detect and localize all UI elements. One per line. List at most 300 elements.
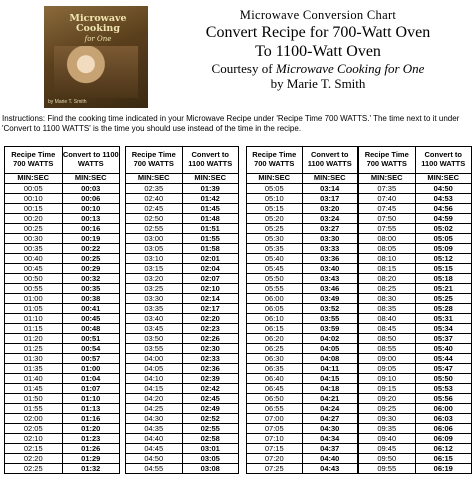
converted-time-cell: 00:57: [62, 354, 120, 364]
converted-time-cell: 05:09: [415, 244, 472, 254]
recipe-time-cell: 04:45: [126, 444, 183, 454]
converted-time-cell: 01:16: [62, 414, 120, 424]
table-row: [5, 294, 120, 304]
table-unit-row: [359, 174, 472, 184]
table-header-row: [126, 147, 239, 174]
recipe-time-cell: 05:40: [247, 254, 303, 264]
converted-time-cell: 05:02: [415, 224, 472, 234]
recipe-time-cell: 09:35: [359, 424, 416, 434]
table-row: [247, 444, 358, 454]
table-row: [359, 454, 472, 464]
converted-time-cell: 04:24: [302, 404, 358, 414]
converted-time-cell: 05:25: [415, 294, 472, 304]
converted-time-cell: 02:10: [182, 284, 239, 294]
recipe-time-cell: 06:15: [247, 324, 303, 334]
table-row: [126, 274, 239, 284]
table-row: [5, 214, 120, 224]
table-row: [247, 404, 358, 414]
converted-time-cell: 01:20: [62, 424, 120, 434]
table-row: [5, 334, 120, 344]
converted-time-cell: 06:09: [415, 434, 472, 444]
table-row: [126, 464, 239, 474]
converted-time-cell: 00:19: [62, 234, 120, 244]
converted-time-cell: 02:07: [182, 274, 239, 284]
converted-time-cell: 02:52: [182, 414, 239, 424]
converted-time-cell: 00:29: [62, 264, 120, 274]
recipe-time-cell: 07:20: [247, 454, 303, 464]
table-row: [126, 424, 239, 434]
converted-time-cell: 04:50: [415, 184, 472, 194]
table-row: [247, 194, 358, 204]
table-row: [247, 364, 358, 374]
recipe-time-cell: 04:35: [126, 424, 183, 434]
recipe-time-cell: 03:45: [126, 324, 183, 334]
converted-time-cell: 05:37: [415, 334, 472, 344]
table-row: [126, 454, 239, 464]
table-row: [126, 214, 239, 224]
table-row: [126, 244, 239, 254]
recipe-time-cell: 01:50: [5, 394, 63, 404]
table-row: [126, 354, 239, 364]
recipe-time-cell: 05:30: [247, 234, 303, 244]
converted-time-cell: 03:30: [302, 234, 358, 244]
table-row: [359, 224, 472, 234]
table-row: [247, 244, 358, 254]
table-row: [247, 464, 358, 474]
target-oven-line: To 1100-Watt Oven: [255, 43, 381, 60]
table-row: [5, 254, 120, 264]
table-row: [359, 374, 472, 384]
table-row: [126, 434, 239, 444]
table-row: [126, 394, 239, 404]
table-header-row: [5, 147, 120, 174]
convert-time-header: Convert to 1100 WATTS: [62, 147, 120, 174]
recipe-time-cell: 05:55: [247, 284, 303, 294]
converted-time-cell: 02:49: [182, 404, 239, 414]
recipe-time-cell: 05:45: [247, 264, 303, 274]
recipe-time-header: Recipe Time 700 WATTS: [126, 147, 183, 174]
table-unit-row: [5, 174, 120, 184]
converted-time-cell: 03:59: [302, 324, 358, 334]
table-row: [126, 324, 239, 334]
converted-time-cell: 05:34: [415, 324, 472, 334]
converted-time-cell: 02:42: [182, 384, 239, 394]
recipe-time-cell: 01:20: [5, 334, 63, 344]
table-row: [5, 274, 120, 284]
table-row: [359, 184, 472, 194]
recipe-time-cell: 00:45: [5, 264, 63, 274]
recipe-time-cell: 06:45: [247, 384, 303, 394]
table-row: [5, 444, 120, 454]
table-header-row: [359, 147, 472, 174]
unit-label: MIN:SEC: [182, 174, 239, 184]
courtesy-book: Microwave Cooking for One: [275, 61, 425, 76]
recipe-time-cell: 08:55: [359, 344, 416, 354]
table-row: [247, 274, 358, 284]
converted-time-cell: 02:04: [182, 264, 239, 274]
converted-time-cell: 00:25: [62, 254, 120, 264]
converted-time-cell: 00:45: [62, 314, 120, 324]
table-row: [5, 464, 120, 474]
converted-time-cell: 05:28: [415, 304, 472, 314]
recipe-time-cell: 01:05: [5, 304, 63, 314]
recipe-time-cell: 02:50: [126, 214, 183, 224]
recipe-time-cell: 08:05: [359, 244, 416, 254]
table-row: [247, 354, 358, 364]
converted-time-cell: 01:26: [62, 444, 120, 454]
table-row: [126, 234, 239, 244]
unit-label: MIN:SEC: [5, 174, 63, 184]
converted-time-cell: 03:40: [302, 264, 358, 274]
conversion-table-2: [125, 146, 239, 474]
converted-time-cell: 06:06: [415, 424, 472, 434]
recipe-time-cell: 00:05: [5, 184, 63, 194]
table-row: [359, 204, 472, 214]
recipe-time-cell: 07:25: [247, 464, 303, 474]
table-row: [126, 184, 239, 194]
recipe-time-cell: 02:45: [126, 204, 183, 214]
converted-time-cell: 05:21: [415, 284, 472, 294]
converted-time-cell: 01:45: [182, 204, 239, 214]
cover-photo: [54, 46, 138, 98]
table-unit-row: [247, 174, 358, 184]
recipe-time-cell: 08:45: [359, 324, 416, 334]
table-row: [5, 374, 120, 384]
converted-time-cell: 03:43: [302, 274, 358, 284]
converted-time-cell: 03:46: [302, 284, 358, 294]
converted-time-cell: 04:30: [302, 424, 358, 434]
converted-time-cell: 03:49: [302, 294, 358, 304]
table-row: [247, 394, 358, 404]
recipe-time-cell: 00:35: [5, 244, 63, 254]
table-row: [126, 284, 239, 294]
table-row: [359, 394, 472, 404]
table-row: [5, 354, 120, 364]
converted-time-cell: 01:48: [182, 214, 239, 224]
converted-time-cell: 03:14: [302, 184, 358, 194]
table-row: [5, 344, 120, 354]
book-cover-image: [44, 6, 148, 108]
table-row: [247, 234, 358, 244]
convert-line: Convert Recipe for 700-Watt Oven: [205, 24, 431, 41]
recipe-time-cell: 01:10: [5, 314, 63, 324]
recipe-time-cell: 08:40: [359, 314, 416, 324]
table-row: [359, 384, 472, 394]
recipe-time-cell: 04:50: [126, 454, 183, 464]
convert-time-header: Convert to 1100 WATTS: [415, 147, 472, 174]
recipe-time-cell: 08:00: [359, 234, 416, 244]
converted-time-cell: 00:03: [62, 184, 120, 194]
recipe-time-cell: 00:50: [5, 274, 63, 284]
recipe-time-cell: 02:05: [5, 424, 63, 434]
converted-time-cell: 03:20: [302, 204, 358, 214]
converted-time-cell: 00:48: [62, 324, 120, 334]
table-unit-row: [126, 174, 239, 184]
converted-time-cell: 02:20: [182, 314, 239, 324]
converted-time-cell: 04:05: [302, 344, 358, 354]
converted-time-cell: 00:06: [62, 194, 120, 204]
cover-author: by Marie T. Smith: [48, 99, 87, 105]
recipe-time-cell: 03:35: [126, 304, 183, 314]
converted-time-cell: 03:08: [182, 464, 239, 474]
table-row: [359, 344, 472, 354]
recipe-time-cell: 03:10: [126, 254, 183, 264]
recipe-time-cell: 08:30: [359, 294, 416, 304]
recipe-time-cell: 09:40: [359, 434, 416, 444]
recipe-time-cell: 07:50: [359, 214, 416, 224]
table-row: [247, 454, 358, 464]
recipe-time-cell: 09:55: [359, 464, 416, 474]
recipe-time-cell: 02:25: [5, 464, 63, 474]
recipe-time-cell: 01:35: [5, 364, 63, 374]
table-row: [5, 264, 120, 274]
converted-time-cell: 04:37: [302, 444, 358, 454]
recipe-time-cell: 04:15: [126, 384, 183, 394]
table-row: [5, 284, 120, 294]
converted-time-cell: 03:05: [182, 454, 239, 464]
recipe-time-cell: 04:40: [126, 434, 183, 444]
converted-time-cell: 05:47: [415, 364, 472, 374]
table-row: [359, 284, 472, 294]
recipe-time-cell: 06:20: [247, 334, 303, 344]
table-row: [5, 244, 120, 254]
converted-time-cell: 06:03: [415, 414, 472, 424]
table-row: [5, 404, 120, 414]
recipe-time-cell: 07:15: [247, 444, 303, 454]
converted-time-cell: 03:27: [302, 224, 358, 234]
converted-time-cell: 01:58: [182, 244, 239, 254]
conversion-table-4: [358, 146, 472, 474]
converted-time-cell: 01:42: [182, 194, 239, 204]
table-row: [359, 244, 472, 254]
recipe-time-cell: 02:00: [5, 414, 63, 424]
recipe-time-cell: 09:00: [359, 354, 416, 364]
cover-subtitle: for One: [84, 35, 112, 43]
converted-time-cell: 02:36: [182, 364, 239, 374]
table-row: [126, 314, 239, 324]
convert-time-header: Convert to 1100 WATTS: [302, 147, 358, 174]
table-row: [5, 194, 120, 204]
table-row: [359, 444, 472, 454]
table-row: [126, 444, 239, 454]
recipe-time-cell: 04:30: [126, 414, 183, 424]
recipe-time-cell: 00:25: [5, 224, 63, 234]
table-row: [247, 424, 358, 434]
converted-time-cell: 04:53: [415, 194, 472, 204]
converted-time-cell: 00:16: [62, 224, 120, 234]
recipe-time-cell: 06:40: [247, 374, 303, 384]
recipe-time-cell: 09:50: [359, 454, 416, 464]
converted-time-cell: 00:54: [62, 344, 120, 354]
chart-title: Microwave Conversion Chart: [239, 8, 397, 22]
recipe-time-cell: 06:05: [247, 304, 303, 314]
recipe-time-cell: 07:45: [359, 204, 416, 214]
converted-time-cell: 01:04: [62, 374, 120, 384]
table-row: [247, 254, 358, 264]
recipe-time-cell: 04:25: [126, 404, 183, 414]
converted-time-cell: 01:13: [62, 404, 120, 414]
recipe-time-cell: 01:25: [5, 344, 63, 354]
converted-time-cell: 06:15: [415, 454, 472, 464]
recipe-time-cell: 06:00: [247, 294, 303, 304]
recipe-time-cell: 09:30: [359, 414, 416, 424]
table-row: [359, 464, 472, 474]
table-row: [5, 414, 120, 424]
converted-time-cell: 04:56: [415, 204, 472, 214]
converted-time-cell: 05:18: [415, 274, 472, 284]
table-row: [359, 234, 472, 244]
table-row: [247, 374, 358, 384]
recipe-time-cell: 04:55: [126, 464, 183, 474]
table-row: [126, 374, 239, 384]
recipe-time-cell: 00:40: [5, 254, 63, 264]
recipe-time-cell: 05:15: [247, 204, 303, 214]
converted-time-cell: 03:36: [302, 254, 358, 264]
table-row: [359, 404, 472, 414]
recipe-time-cell: 02:40: [126, 194, 183, 204]
recipe-time-cell: 05:20: [247, 214, 303, 224]
recipe-time-cell: 05:50: [247, 274, 303, 284]
table-row: [359, 364, 472, 374]
table-row: [126, 294, 239, 304]
recipe-time-cell: 09:15: [359, 384, 416, 394]
recipe-time-cell: 09:25: [359, 404, 416, 414]
recipe-time-cell: 05:35: [247, 244, 303, 254]
recipe-time-cell: 00:15: [5, 204, 63, 214]
table-row: [126, 344, 239, 354]
recipe-time-cell: 06:55: [247, 404, 303, 414]
converted-time-cell: 03:01: [182, 444, 239, 454]
converted-time-cell: 00:10: [62, 204, 120, 214]
table-row: [247, 344, 358, 354]
converted-time-cell: 01:39: [182, 184, 239, 194]
converted-time-cell: 02:01: [182, 254, 239, 264]
recipe-time-cell: 02:55: [126, 224, 183, 234]
table-row: [359, 314, 472, 324]
recipe-time-cell: 03:25: [126, 284, 183, 294]
table-row: [126, 194, 239, 204]
chart-header: [168, 8, 468, 91]
conversion-table-1: [4, 146, 120, 474]
recipe-time-header: Recipe Time 700 WATTS: [247, 147, 303, 174]
converted-time-cell: 02:45: [182, 394, 239, 404]
converted-time-cell: 05:05: [415, 234, 472, 244]
table-row: [5, 184, 120, 194]
converted-time-cell: 05:50: [415, 374, 472, 384]
cover-title: Microwave Cooking: [69, 13, 127, 34]
table-row: [247, 334, 358, 344]
recipe-time-cell: 07:00: [247, 414, 303, 424]
table-row: [359, 324, 472, 334]
table-row: [247, 314, 358, 324]
converted-time-cell: 02:39: [182, 374, 239, 384]
table-row: [247, 384, 358, 394]
converted-time-cell: 05:40: [415, 344, 472, 354]
author-line: by Marie T. Smith: [270, 76, 366, 91]
table-row: [359, 354, 472, 364]
recipe-time-cell: 01:00: [5, 294, 63, 304]
unit-label: MIN:SEC: [247, 174, 303, 184]
table-row: [359, 294, 472, 304]
converted-time-cell: 02:23: [182, 324, 239, 334]
recipe-time-cell: 06:25: [247, 344, 303, 354]
recipe-time-cell: 02:15: [5, 444, 63, 454]
table-row: [359, 214, 472, 224]
table-row: [5, 204, 120, 214]
recipe-time-cell: 03:15: [126, 264, 183, 274]
table-row: [5, 394, 120, 404]
table-row: [359, 254, 472, 264]
table-row: [359, 414, 472, 424]
recipe-time-cell: 05:10: [247, 194, 303, 204]
table-row: [247, 294, 358, 304]
table-row: [247, 264, 358, 274]
table-row: [247, 184, 358, 194]
recipe-time-cell: 06:10: [247, 314, 303, 324]
recipe-time-cell: 07:40: [359, 194, 416, 204]
recipe-time-cell: 00:55: [5, 284, 63, 294]
table-row: [359, 434, 472, 444]
convert-time-header: Convert to 1100 WATTS: [182, 147, 239, 174]
converted-time-cell: 04:34: [302, 434, 358, 444]
converted-time-cell: 04:18: [302, 384, 358, 394]
converted-time-cell: 06:19: [415, 464, 472, 474]
converted-time-cell: 01:51: [182, 224, 239, 234]
converted-time-cell: 00:38: [62, 294, 120, 304]
converted-time-cell: 04:08: [302, 354, 358, 364]
table-row: [359, 304, 472, 314]
converted-time-cell: 01:10: [62, 394, 120, 404]
table-row: [5, 424, 120, 434]
table-header-row: [247, 147, 358, 174]
table-row: [5, 314, 120, 324]
table-row: [126, 364, 239, 374]
recipe-time-cell: 02:10: [5, 434, 63, 444]
recipe-time-cell: 04:20: [126, 394, 183, 404]
unit-label: MIN:SEC: [415, 174, 472, 184]
recipe-time-cell: 03:00: [126, 234, 183, 244]
unit-label: MIN:SEC: [302, 174, 358, 184]
recipe-time-cell: 07:35: [359, 184, 416, 194]
converted-time-cell: 03:55: [302, 314, 358, 324]
converted-time-cell: 03:52: [302, 304, 358, 314]
table-row: [359, 274, 472, 284]
table-row: [126, 254, 239, 264]
table-row: [126, 264, 239, 274]
converted-time-cell: 02:14: [182, 294, 239, 304]
recipe-time-cell: 00:20: [5, 214, 63, 224]
table-row: [5, 234, 120, 244]
courtesy-line: [168, 61, 468, 76]
converted-time-cell: 02:58: [182, 434, 239, 444]
recipe-time-cell: 08:15: [359, 264, 416, 274]
converted-time-cell: 05:12: [415, 254, 472, 264]
table-row: [247, 204, 358, 214]
recipe-time-cell: 01:40: [5, 374, 63, 384]
converted-time-cell: 01:00: [62, 364, 120, 374]
converted-time-cell: 00:32: [62, 274, 120, 284]
converted-time-cell: 06:12: [415, 444, 472, 454]
converted-time-cell: 01:07: [62, 384, 120, 394]
converted-time-cell: 01:29: [62, 454, 120, 464]
converted-time-cell: 05:15: [415, 264, 472, 274]
converted-time-cell: 00:22: [62, 244, 120, 254]
converted-time-cell: 05:56: [415, 394, 472, 404]
recipe-time-cell: 08:50: [359, 334, 416, 344]
converted-time-cell: 06:00: [415, 404, 472, 414]
conversion-table-3: [246, 146, 358, 474]
converted-time-cell: 04:43: [302, 464, 358, 474]
